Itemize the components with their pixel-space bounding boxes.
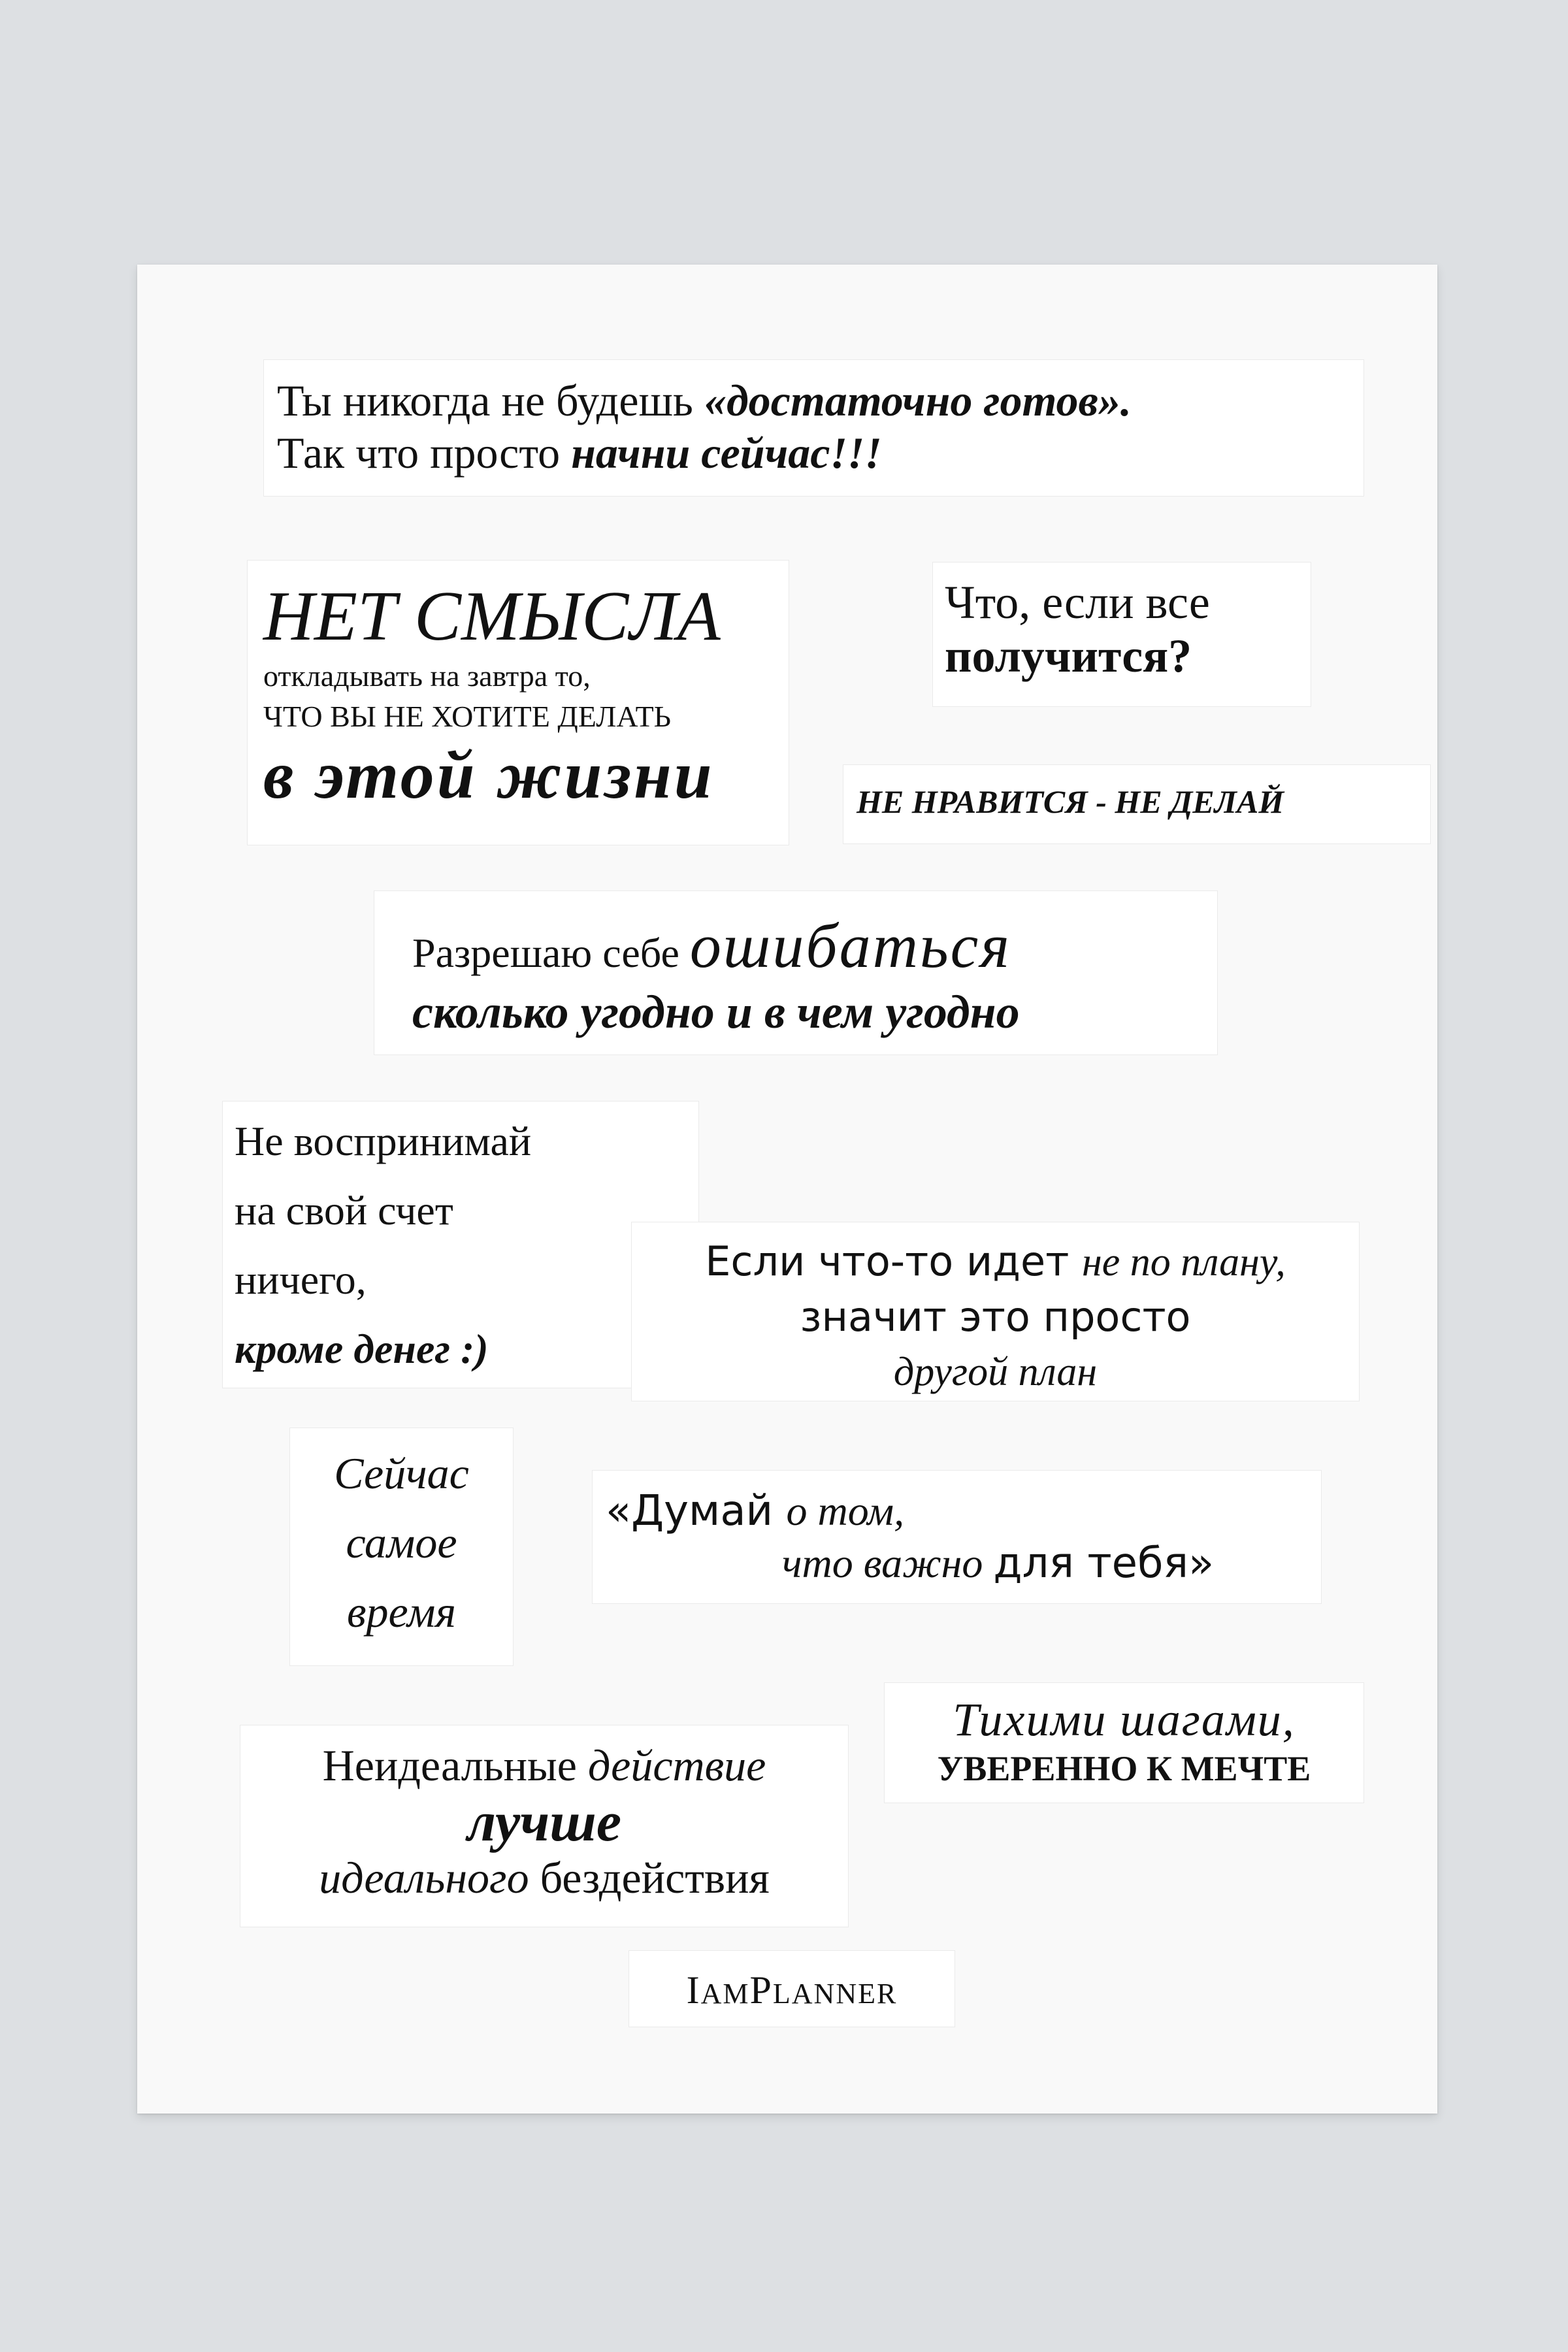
text-plain: Так что просто — [277, 428, 572, 478]
sticker-line: значит это просто — [800, 1293, 1191, 1341]
sticker-dont-like — [843, 764, 1431, 844]
sticker-line: на свой счет — [235, 1187, 453, 1233]
text-plain: «Думай — [606, 1487, 787, 1535]
sticker-line — [606, 1485, 1308, 1537]
sticker-line: Что, если все — [945, 576, 1210, 629]
sticker-now-is-time — [289, 1428, 514, 1666]
text-emphasis: что важно — [782, 1540, 994, 1586]
sticker-heading: НЕТ СМЫСЛА — [263, 578, 721, 655]
sticker-not-ready — [263, 359, 1364, 497]
sticker-line — [606, 1537, 1308, 1590]
sticker-line: Тихими шагами, — [953, 1693, 1296, 1746]
sticker-line: лучше — [466, 1790, 622, 1853]
text-emphasis: идеального — [319, 1853, 540, 1903]
text-emphasis: ошибаться — [689, 911, 1011, 981]
sticker-line: Сейчас — [334, 1448, 469, 1498]
text-emphasis: действие — [587, 1740, 766, 1790]
sticker-line — [247, 1850, 841, 1906]
sticker-quiet-steps — [884, 1682, 1364, 1803]
text-emphasis: начни сейчас!!! — [571, 428, 882, 478]
sticker-what-if — [932, 562, 1311, 707]
sticker-allow-mistakes — [374, 890, 1218, 1055]
sticker-line: сколько угодно и в чем угодно — [412, 986, 1020, 1038]
sticker-sheet — [137, 265, 1437, 2114]
sticker-line: другой план — [893, 1350, 1098, 1394]
brand-letter: I — [686, 1968, 701, 2012]
sticker-line: ЧТО ВЫ НЕ ХОТИТЕ ДЕЛАТЬ — [263, 700, 672, 733]
sticker-line: получится? — [945, 630, 1192, 682]
text-emphasis: «достаточно готов». — [704, 376, 1132, 425]
sticker-line: НЕ НРАВИТСЯ - НЕ ДЕЛАЙ — [857, 783, 1284, 820]
sticker-line — [277, 427, 1364, 479]
brand-letter: LANNER — [772, 1978, 898, 2010]
text-emphasis: не по плану, — [1082, 1240, 1286, 1284]
sticker-dont-take-personally — [222, 1101, 699, 1388]
sticker-line: время — [346, 1587, 456, 1637]
brand-wordmark — [636, 1968, 948, 2013]
text-plain: для тебя» — [993, 1539, 1215, 1588]
text-emphasis: о том, — [786, 1488, 905, 1534]
sticker-line: откладывать на завтра то, — [263, 659, 591, 693]
sticker-line: Не воспринимай — [235, 1118, 532, 1164]
text-plain: бездействия — [540, 1853, 770, 1903]
sticker-line — [277, 374, 1364, 427]
text-plain: Неидеальные — [322, 1740, 588, 1790]
sticker-imperfect-action — [240, 1725, 849, 1927]
sticker-no-sense — [247, 560, 789, 845]
sticker-other-plan — [631, 1222, 1360, 1401]
sticker-line: УВЕРЕННО К МЕЧТЕ — [937, 1749, 1311, 1788]
text-plain: Если что-то идет — [705, 1237, 1083, 1285]
sticker-line — [247, 1737, 841, 1793]
brand-logo — [629, 1950, 955, 2027]
brand-letter: AM — [700, 1978, 750, 2010]
sticker-line: самое — [346, 1518, 457, 1567]
text-plain: Ты никогда не будешь — [277, 376, 704, 425]
sticker-line: ничего, — [235, 1256, 367, 1303]
sticker-heading: в этой жизни — [263, 738, 715, 813]
sticker-line — [412, 911, 1217, 985]
sticker-line — [645, 1234, 1346, 1290]
text-plain: Разрешаю себе — [412, 930, 690, 976]
sticker-line: кроме денег :) — [235, 1326, 489, 1372]
brand-letter: P — [749, 1968, 773, 2012]
sticker-think-important — [592, 1470, 1322, 1604]
